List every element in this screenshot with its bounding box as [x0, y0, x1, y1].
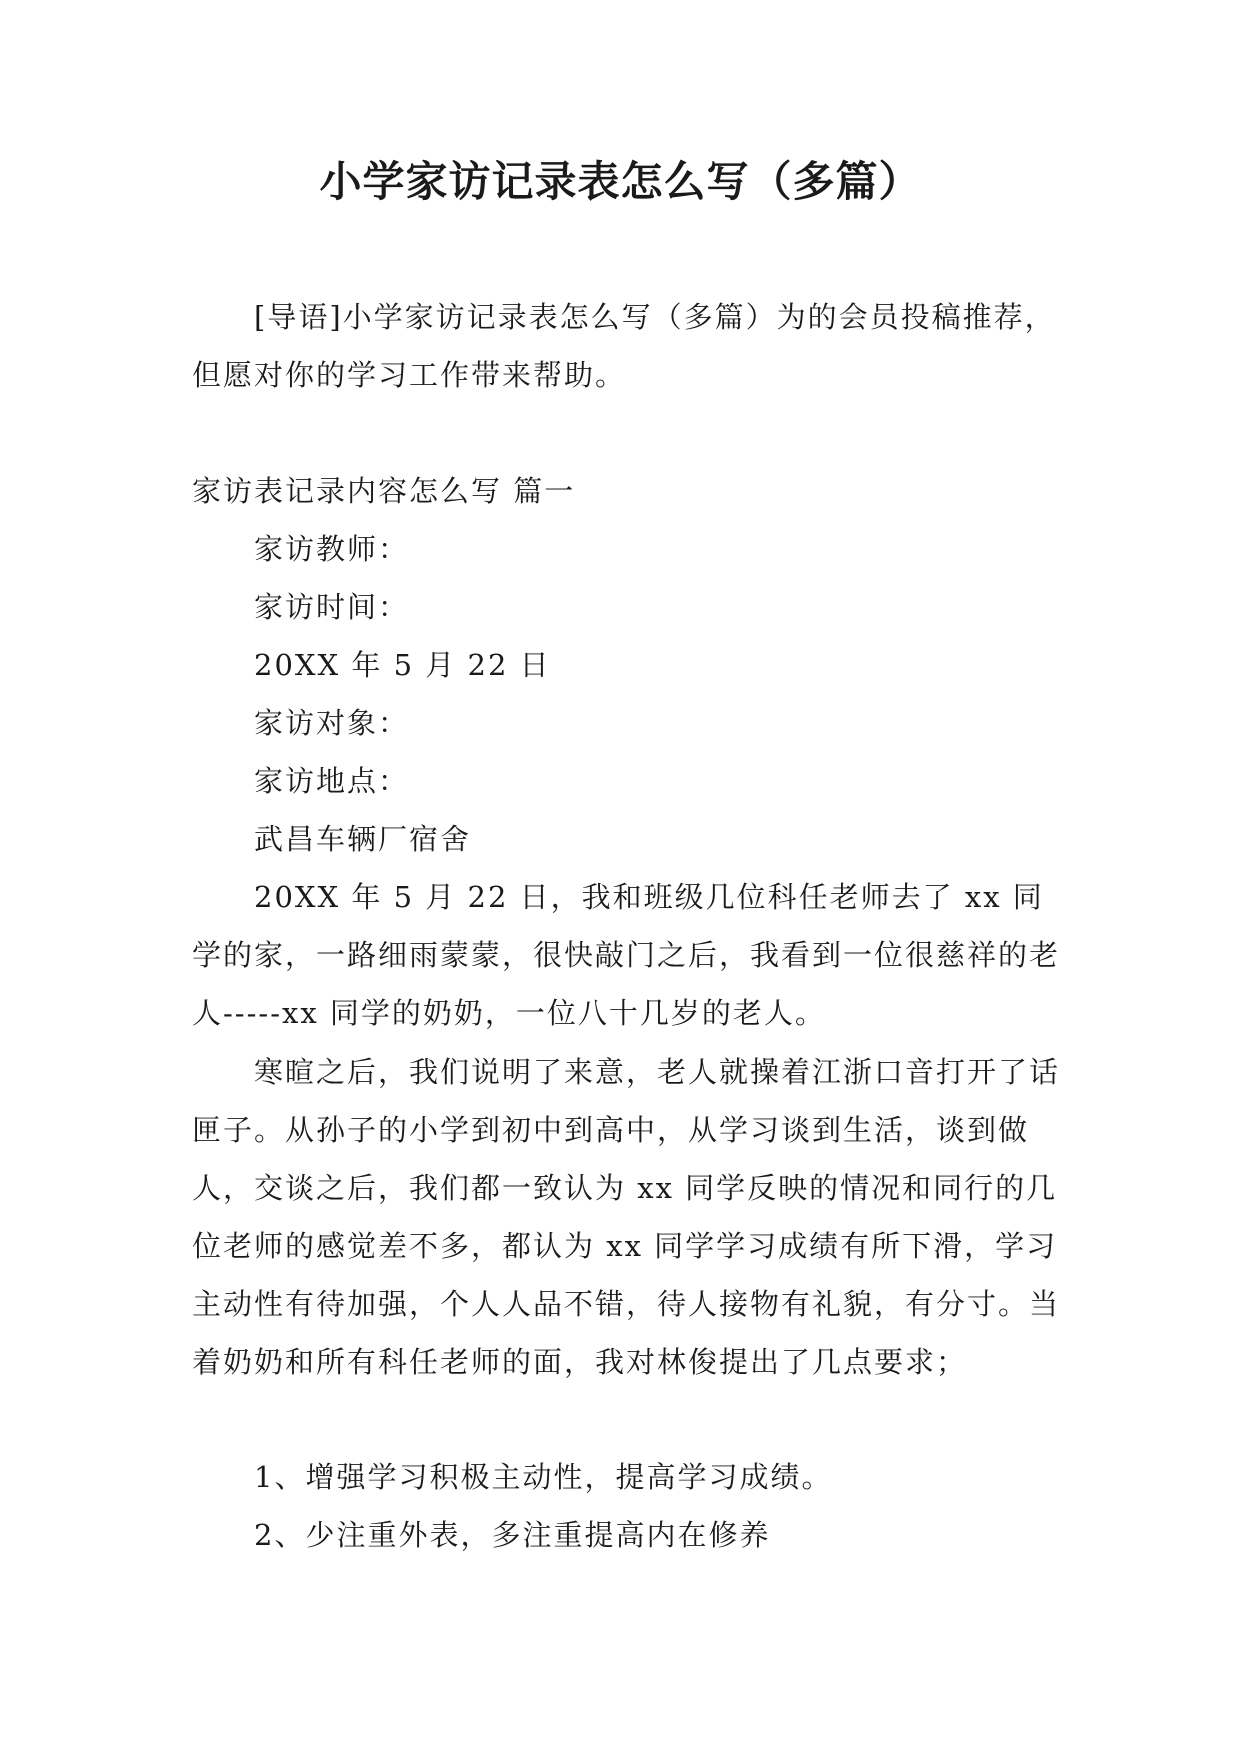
- paragraph-conversation: 寒暄之后，我们说明了来意，老人就操着江浙口音打开了话匣子。从孙子的小学到初中到高中，从学习谈到生活，谈到做人，交谈之后，我们都一致认为 xx 同学反映的情况和同行的几位老师的感觉差不多，都认为 xx 同学学习成绩有所下滑，学习主动性有待加强，个人人品不错，待人接物有礼貌，有分寸。当着奶奶和所有科任老师的面，我对林俊提出了几点要求；: [192, 1055, 1061, 1379]
- field-location-label: 家访地点：: [254, 764, 410, 798]
- list-item-1: 1、增强学习积极主动性，提高学习成绩。: [254, 1460, 833, 1494]
- field-teacher: 家访教师：: [254, 532, 410, 566]
- list-item-2: 2、少注重外表，多注重提高内在修养: [254, 1518, 771, 1552]
- paragraph-visit-arrival: 20XX 年 5 月 22 日，我和班级几位科任老师去了 xx 同学的家，一路细雨蒙蒙，很快敲门之后，我看到一位很慈祥的老人-----xx 同学的奶奶，一位八十几岁的老人。: [192, 880, 1061, 1030]
- field-time: 家访时间：: [254, 590, 410, 624]
- field-location-value: 武昌车辆厂宿舍: [254, 822, 472, 856]
- field-date: 20XX 年 5 月 22 日: [254, 648, 551, 682]
- section-heading: 家访表记录内容怎么写 篇一: [192, 474, 576, 508]
- field-target: 家访对象：: [254, 706, 410, 740]
- document-title: 小学家访记录表怎么写（多篇）: [319, 157, 922, 206]
- intro-paragraph: [导语]小学家访记录表怎么写（多篇）为的会员投稿推荐，但愿对你的学习工作带来帮助。: [192, 300, 1056, 392]
